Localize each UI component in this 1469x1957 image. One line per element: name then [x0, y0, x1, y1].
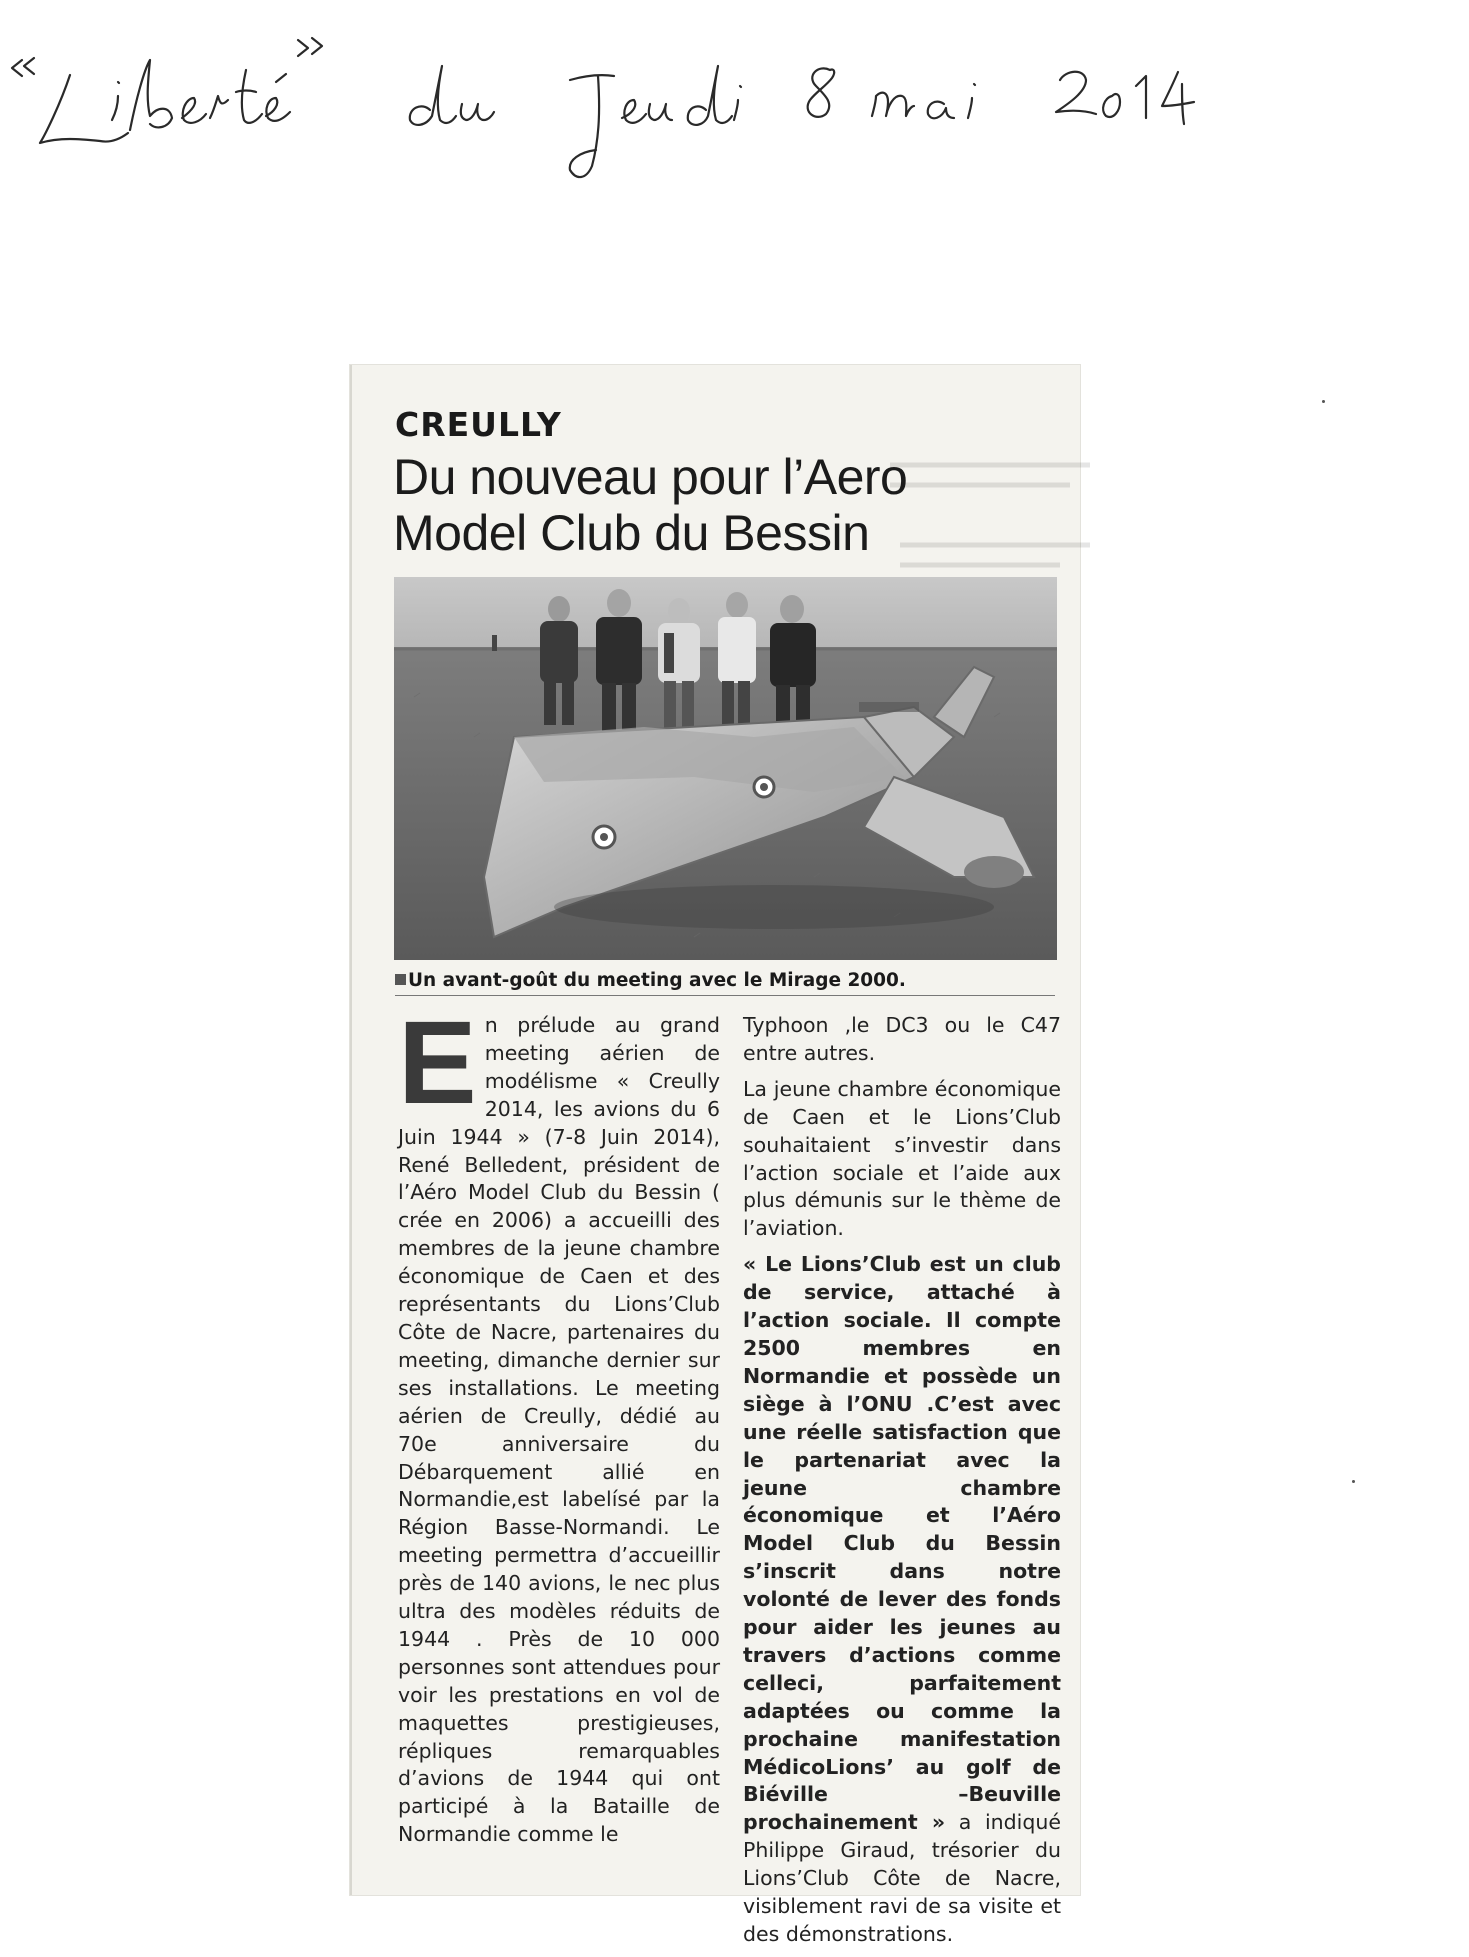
drop-cap: E	[398, 997, 477, 1129]
photo-caption	[395, 970, 1055, 996]
paragraph: La jeune chambre économique de Caen et le Lions’Club souhaitaient s’investir dans l’action sociale et l’aide aux plus démunis sur le thème de l’aviation.	[743, 1076, 1061, 1241]
scan-speck	[1322, 400, 1325, 403]
clipping-edge	[350, 365, 352, 1895]
article-photo	[394, 577, 1057, 960]
headline-line-2: Model Club du Bessin	[393, 505, 870, 561]
headline-line-1: Du nouveau pour l’Aero	[393, 449, 908, 505]
column-1-text: n prélude au grand meeting aérien de modélisme « Creully 2014, les avions du 6 Juin 1944 » (7-8 Juin 2014), René Belledent, président de l’Aéro Model Club du Bessin ( crée en 2006) a accueilli des membres de la jeune chambre économique de Caen et des représentants du Lions’Club Côte de Nacre, partenaires du meeting, dimanche dernier sur ses installations. Le meeting aérien de Creully, dédié au 70e anniversaire du Débarquement allié en Normandie,est labelísé par la Région Basse-Normandi. Le meeting permettra d’accueillir près de 140 avions, le nec plus ultra des modèles réduits de 1944 . Près de 10 000 personnes sont attendues pour voir les prestations en vol de maquettes prestigieuses, répliques remarquables d’avions de 1944 qui ont participé à la Bataille de Normandie comme le	[398, 1013, 720, 1847]
article-column-1	[398, 997, 720, 1849]
handwritten-note	[0, 20, 1469, 180]
newspaper-clipping	[350, 365, 1080, 1946]
caption-bullet-icon	[395, 974, 406, 985]
scan-speck	[1352, 1480, 1355, 1483]
quote-attribution: a indiqué Philippe Giraud, trésorier du Lions’Club Côte de Nacre, visiblement ravi de sa visite et des démonstrations.	[743, 1810, 1061, 1946]
article-column-2	[743, 1012, 1061, 1957]
paragraph: Typhoon ,le DC3 ou le C47 entre autres.	[743, 1013, 1061, 1065]
article-headline	[393, 449, 1053, 561]
article-kicker: CREULLY	[395, 405, 562, 444]
quote-paragraph	[743, 1251, 1061, 1949]
quote-text: « Le Lions’Club est un club de service, attaché à l’action sociale. Il compte 2500 membres en Normandie et possède un siège à l’ONU .C’est avec une réelle satisfaction que le partenariat avec la jeune chambre économique et l’Aéro Model Club du Bessin s’inscrit dans notre volonté de lever des fonds pour aider les jeunes au travers d’actions comme celleci, parfaitement adaptées ou comme la prochaine manifestation MédicoLions’ au golf de Biéville –Beuville prochainement »	[743, 1252, 1061, 1835]
photo-caption-text: Un avant-goût du meeting avec le Mirage 2000.	[408, 970, 906, 991]
